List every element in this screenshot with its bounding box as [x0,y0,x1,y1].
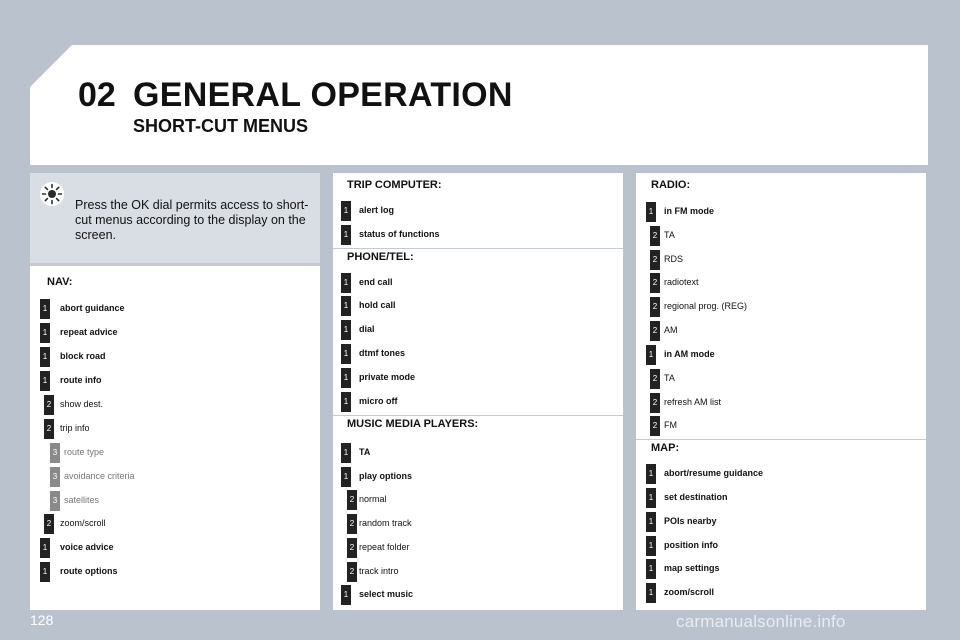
section-title-phone: PHONE/TEL: [347,251,414,263]
column-nav [30,173,320,610]
list-item-label: in FM mode [664,206,714,216]
list-item-label: in AM mode [664,349,715,359]
watermark: carmanualsonline.info [676,612,846,631]
divider [333,415,623,416]
list-item-label: status of functions [359,229,440,239]
level-badge: 2 [650,369,660,389]
level-badge: 3 [50,491,60,511]
list-item-label: normal [359,494,387,504]
level-badge: 1 [40,347,50,367]
list-item-label: satellites [64,495,100,505]
list-item-label: play options [359,471,413,481]
list-item-label: TA [664,230,675,240]
level-badge: 2 [347,514,357,534]
list-item-label: RDS [664,254,684,264]
level-badge: 1 [341,201,351,221]
level-badge: 1 [341,296,351,316]
level-badge: 1 [646,488,656,508]
list-item-label: block road [60,351,106,361]
section-title-map: MAP: [651,442,680,454]
level-badge: 1 [646,512,656,532]
list-item-label: position info [664,540,718,550]
section-title-nav: NAV: [47,276,73,288]
divider [636,439,926,440]
column-trip-phone-music [333,173,623,610]
level-badge: 3 [50,467,60,487]
level-badge: 2 [44,514,54,534]
chapter-number: 02 [78,76,116,114]
list-item-label: trip info [60,423,90,433]
list-item-label: map settings [664,563,720,573]
list-item-label: FM [664,420,677,430]
level-badge: 1 [646,202,656,222]
level-badge: 1 [40,371,50,391]
list-item-label: dtmf tones [359,348,405,358]
level-badge: 2 [347,562,357,582]
list-item-label: end call [359,277,393,287]
level-badge: 2 [650,297,660,317]
list-item-label: abort guidance [60,303,125,313]
level-badge: 2 [650,273,660,293]
info-box [30,173,320,263]
list-item-label: set destination [664,492,728,502]
list-item-label: POIs nearby [664,516,717,526]
divider [333,248,623,249]
level-badge: 3 [50,443,60,463]
list-item-label: refresh AM list [664,397,722,407]
list-item-label: dial [359,324,375,334]
list-item-label: random track [359,518,412,528]
divider [30,263,320,266]
list-item-label: route info [60,375,102,385]
list-item-label: private mode [359,372,416,382]
level-badge: 1 [646,559,656,579]
section-title-radio: RADIO: [651,179,691,191]
list-item-label: zoom/scroll [60,518,106,528]
level-badge: 1 [40,538,50,558]
list-item-label: TA [359,447,371,457]
list-item-label: zoom/scroll [664,587,715,597]
level-badge: 1 [40,562,50,582]
level-badge: 2 [347,538,357,558]
section-title-music: MUSIC MEDIA PLAYERS: [347,418,479,430]
sun-icon [39,181,65,207]
level-badge: 1 [341,368,351,388]
list-item-label: AM [664,325,678,335]
level-badge: 1 [341,392,351,412]
list-item-label: avoidance criteria [64,471,135,481]
list-item-label: repeat advice [60,327,118,337]
list-item-label: voice advice [60,542,114,552]
list-item-label: route options [60,566,118,576]
level-badge: 2 [650,393,660,413]
list-item-label: micro off [359,396,398,406]
level-badge: 1 [341,320,351,340]
level-badge: 2 [650,416,660,436]
level-badge: 2 [44,395,54,415]
list-item-label: abort/resume guidance [664,468,764,478]
level-badge: 1 [40,299,50,319]
level-badge: 1 [341,467,351,487]
page-title: GENERAL OPERATION [133,76,513,114]
level-badge: 1 [341,225,351,245]
section-title-trip: TRIP COMPUTER: [347,179,442,191]
level-badge: 2 [44,419,54,439]
level-badge: 1 [40,323,50,343]
level-badge: 1 [646,583,656,603]
page-subtitle: SHORT-CUT MENUS [133,116,308,136]
list-item-label: radiotext [664,277,699,287]
level-badge: 2 [650,321,660,341]
level-badge: 1 [341,344,351,364]
info-text: Press the OK dial permits access to short-cut menus according to the display on the screen. [75,198,309,242]
level-badge: 1 [341,585,351,605]
list-item-label: repeat folder [359,542,410,552]
level-badge: 2 [650,226,660,246]
list-item-label: hold call [359,300,396,310]
list-item-label: route type [64,447,105,457]
list-item-label: regional prog. (REG) [664,301,748,311]
list-item-label: show dest. [60,399,104,409]
level-badge: 1 [341,443,351,463]
list-item-label: select music [359,589,414,599]
level-badge: 1 [341,273,351,293]
level-badge: 1 [646,536,656,556]
level-badge: 1 [646,345,656,365]
level-badge: 2 [347,490,357,510]
level-badge: 1 [646,464,656,484]
list-item-label: TA [664,373,675,383]
column-radio-map [636,173,926,610]
level-badge: 2 [650,250,660,270]
list-item-label: track intro [359,566,399,576]
page-number: 128 [30,612,54,628]
list-item-label: alert log [359,205,395,215]
